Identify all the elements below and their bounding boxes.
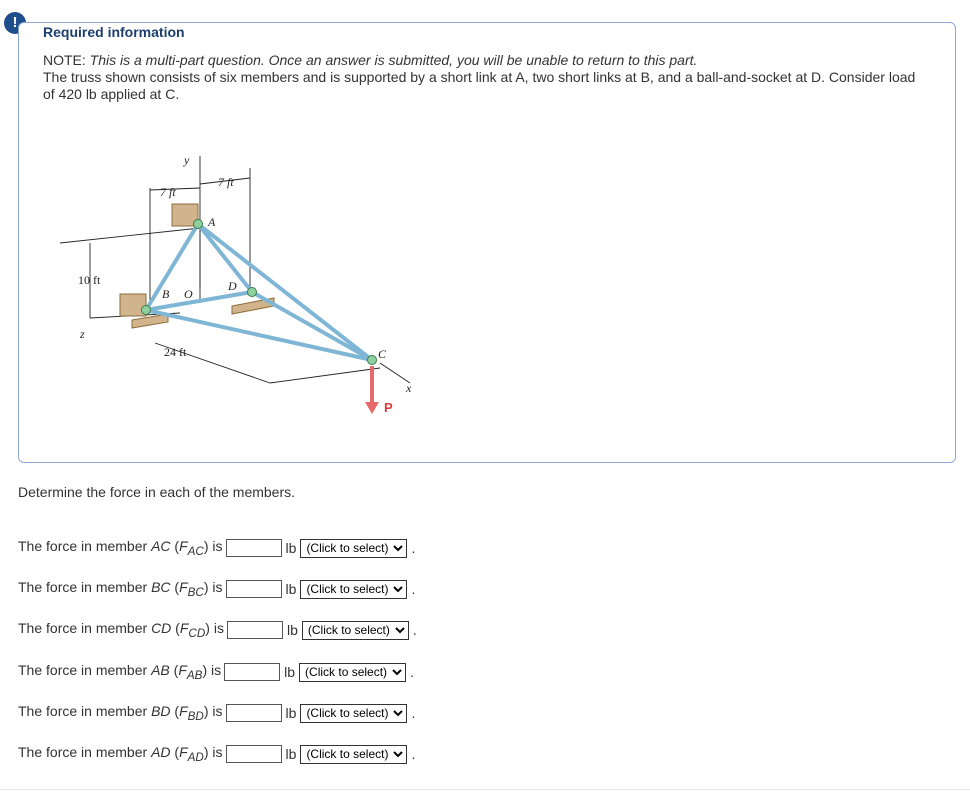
label-o: O — [184, 287, 193, 301]
x-ref-line — [270, 368, 380, 383]
label-d: D — [228, 279, 237, 293]
period-bc: . — [411, 581, 416, 597]
note-body: The truss shown consists of six members and is supported by a short link at A, two short links at B, and a ball-and-socket at D. Consider load of 420 lb applied at C. — [43, 69, 916, 102]
x-axis-line — [380, 363, 410, 383]
row-label-cd: The force in member CD $(F_{CD})$ is — [18, 620, 224, 640]
label-24ft: 24 ft — [164, 345, 187, 359]
info-title: Required information — [43, 24, 185, 40]
tension-select-ac[interactable] — [300, 539, 407, 558]
label-10ft: 10 ft — [78, 273, 101, 287]
joint-a — [194, 220, 203, 229]
joint-d — [248, 288, 257, 297]
force-input-bc[interactable] — [226, 580, 282, 598]
answer-row-ac — [18, 537, 415, 559]
label-x: x — [406, 381, 412, 395]
answer-row-bd — [18, 702, 415, 724]
joint-b — [142, 306, 151, 315]
member-cd — [252, 292, 372, 360]
tension-select-cd[interactable] — [302, 621, 409, 640]
tension-select-bd[interactable] — [300, 704, 407, 723]
label-a: A — [208, 215, 216, 229]
label-7ft-left: 7 ft — [160, 185, 176, 199]
force-input-ab[interactable] — [224, 663, 280, 681]
period-ac: . — [411, 540, 416, 556]
unit-cd: lb — [286, 622, 298, 638]
note-lead: NOTE: — [43, 52, 86, 68]
answer-row-ad — [18, 743, 415, 765]
truss-figure — [60, 128, 440, 428]
top-ref-line — [60, 228, 200, 243]
label-7ft-right: 7 ft — [218, 175, 234, 189]
period-bd: . — [411, 705, 416, 721]
force-input-cd[interactable] — [227, 621, 283, 639]
bottom-divider — [0, 789, 970, 790]
force-input-bd[interactable] — [226, 704, 282, 722]
row-label-ab: The force in member AB $(F_{AB})$ is — [18, 662, 222, 682]
alert-icon: ! — [4, 12, 26, 34]
force-input-ad[interactable] — [226, 745, 282, 763]
row-label-bc: The force in member BC $(F_{BC})$ is — [18, 579, 223, 599]
period-ad: . — [411, 746, 416, 762]
tension-select-bc[interactable] — [300, 580, 407, 599]
load-arrow-head — [365, 402, 379, 414]
row-label-bd: The force in member BD $(F_{BD})$ is — [18, 703, 223, 723]
unit-ab: lb — [284, 664, 296, 680]
unit-ac: lb — [285, 540, 297, 556]
unit-bd: lb — [285, 705, 297, 721]
label-p: P — [384, 400, 393, 415]
label-z: z — [80, 327, 85, 341]
label-y: y — [184, 153, 190, 167]
period-cd: . — [412, 622, 417, 638]
label-c: C — [378, 347, 387, 361]
label-b: B — [162, 287, 170, 301]
answer-row-bc — [18, 578, 415, 600]
force-input-ac[interactable] — [226, 539, 282, 557]
period-ab: . — [410, 664, 414, 680]
row-label-ac: The force in member AC $(F_{AC})$ is — [18, 538, 223, 558]
answer-row-cd — [18, 619, 417, 641]
note-italic: This is a multi-part question. Once an answer is submitted, you will be unable to return to this part. — [89, 52, 698, 68]
answer-row-ab — [18, 661, 414, 683]
unit-bc: lb — [285, 581, 297, 597]
unit-ad: lb — [285, 746, 297, 762]
tension-select-ad[interactable] — [300, 745, 407, 764]
question-text: Determine the force in each of the members. — [18, 484, 296, 500]
tension-select-ab[interactable] — [299, 663, 406, 682]
row-label-ad: The force in member AD $(F_{AD})$ is — [18, 744, 223, 764]
joint-c — [368, 356, 377, 365]
note-text — [43, 52, 923, 103]
